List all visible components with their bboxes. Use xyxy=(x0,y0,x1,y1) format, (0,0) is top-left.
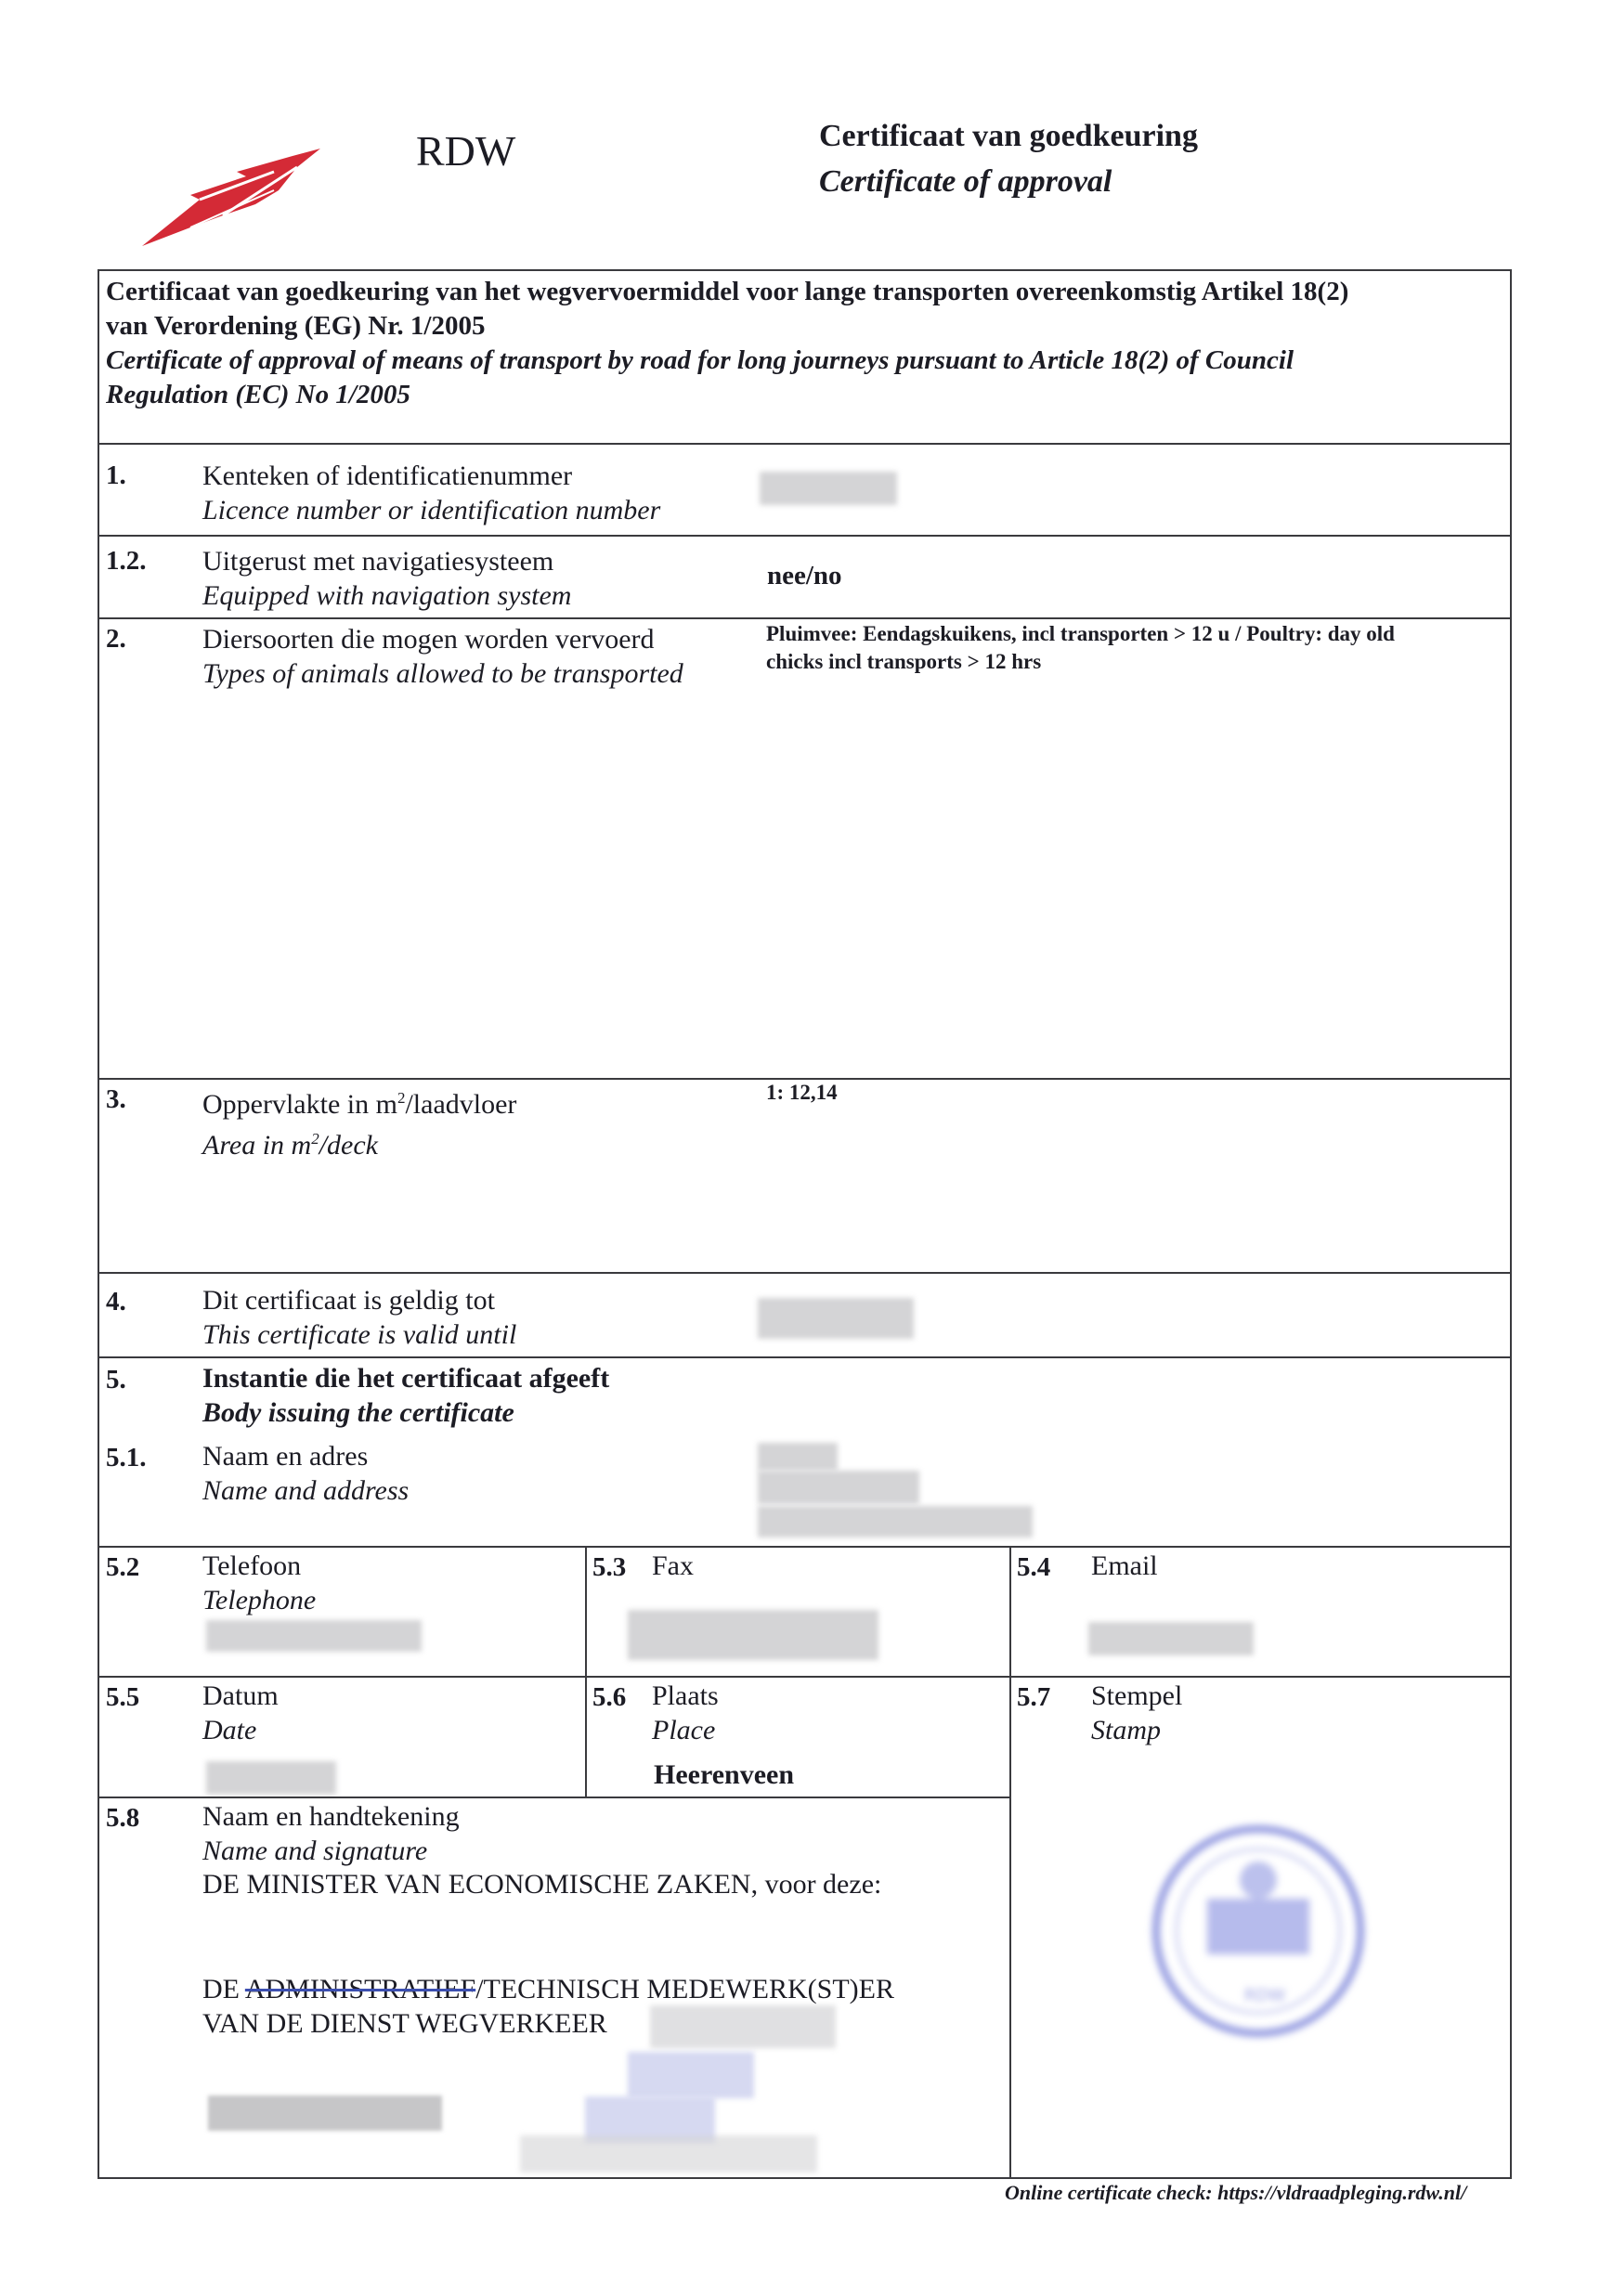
svg-text:RDW: RDW xyxy=(1244,1986,1286,2005)
service-line: VAN DE DIENST WEGVERKEER xyxy=(202,2008,607,2039)
row-1-label-nl: Kenteken of identificatienummer xyxy=(202,460,573,491)
row-53-label-nl: Fax xyxy=(652,1550,694,1581)
redacted-name xyxy=(208,2095,442,2131)
struck-text: ADMINISTRATIEF xyxy=(244,1974,476,2004)
redacted-fax xyxy=(628,1610,878,1660)
animal-types-value-line1: Pluimvee: Eendagskuikens, incl transporten > 12 u / Poultry: day old xyxy=(766,622,1395,645)
minister-line: DE MINISTER VAN ECONOMISCHE ZAKEN, voor deze: xyxy=(202,1869,882,1900)
row-2-label-nl: Diersoorten die mogen worden vervoerd xyxy=(202,624,655,655)
row-52-label-nl: Telefoon xyxy=(202,1550,302,1581)
row-58-label-en: Name and signature xyxy=(202,1836,428,1866)
certificate-title-en: Certificate of approval xyxy=(819,164,1112,199)
row-51-number: 5.1. xyxy=(106,1443,147,1472)
row-12-label xyxy=(202,544,571,613)
row-5-label-nl: Instantie die het certificaat afgeeft xyxy=(202,1363,610,1394)
row-3-label-nl: Oppervlakte in $m^2$/laadvloer xyxy=(202,1089,517,1120)
row-55-label-en: Date xyxy=(202,1715,257,1745)
row-57-label-nl: Stempel xyxy=(1091,1680,1183,1711)
row-12-number: 1.2. xyxy=(106,546,147,576)
row-58-label xyxy=(202,1799,460,1868)
redacted-signature-4 xyxy=(520,2135,817,2173)
redacted-email xyxy=(1088,1622,1254,1655)
redacted-telephone xyxy=(206,1620,422,1652)
row-58-number: 5.8 xyxy=(106,1803,140,1833)
row-4-label xyxy=(202,1283,516,1352)
row-1-number: 1. xyxy=(106,460,126,490)
row-3-label xyxy=(202,1081,516,1162)
row-3-label-en: Area in $m^2$/deck xyxy=(202,1130,378,1161)
row-56-number: 5.6 xyxy=(592,1682,627,1712)
animal-types-value-line2: chicks incl transports > 12 hrs xyxy=(766,650,1042,673)
row-54-label-nl: Email xyxy=(1091,1550,1158,1581)
row-2-label xyxy=(202,622,683,691)
row-4-label-nl: Dit certificaat is geldig tot xyxy=(202,1285,495,1316)
area-value: 1: 12,14 xyxy=(766,1081,838,1104)
navigation-system-value: nee/no xyxy=(767,561,842,590)
row-57-label xyxy=(1091,1679,1182,1747)
signatory-line: DE ADMINISTRATIEF/TECHNISCH MEDEWERK(ST)ER xyxy=(202,1974,894,2004)
place-value: Heerenveen xyxy=(654,1759,795,1790)
title-en-line2: Regulation (EC) No 1/2005 xyxy=(106,380,410,409)
row-5-number: 5. xyxy=(106,1365,126,1394)
row-51-label xyxy=(202,1439,409,1508)
online-check-text: Online certificate check: https://vldraadpleging.rdw.nl/ xyxy=(1005,2181,1467,2204)
redacted-signature-2 xyxy=(628,2052,754,2098)
row-12-label-en: Equipped with navigation system xyxy=(202,580,572,611)
row-52-label xyxy=(202,1549,316,1617)
redacted-name-address-2 xyxy=(758,1471,919,1504)
row-52-label-en: Telephone xyxy=(202,1585,317,1615)
row-2-number: 2. xyxy=(106,624,126,654)
row-56-label xyxy=(652,1679,719,1747)
rdw-logo xyxy=(135,139,334,251)
row-5-label-en: Body issuing the certificate xyxy=(202,1397,514,1428)
title-nl-line2: van Verordening (EG) Nr. 1/2005 xyxy=(106,311,486,341)
row-57-number: 5.7 xyxy=(1017,1682,1051,1712)
redacted-licence-number xyxy=(760,472,897,505)
row-3-number: 3. xyxy=(106,1084,126,1114)
certificate-title-nl: Certificaat van goedkeuring xyxy=(819,119,1198,153)
row-57-label-en: Stamp xyxy=(1091,1715,1161,1745)
row-4-label-en: This certificate is valid until xyxy=(202,1319,517,1350)
redacted-name-address-3 xyxy=(758,1506,1033,1537)
row-53-number: 5.3 xyxy=(592,1552,627,1582)
org-name: RDW xyxy=(416,127,516,175)
row-1-label-en: Licence number or identification number xyxy=(202,495,661,525)
row-56-label-nl: Plaats xyxy=(652,1680,719,1711)
row-52-number: 5.2 xyxy=(106,1552,140,1582)
redacted-date xyxy=(206,1761,336,1795)
row-12-label-nl: Uitgerust met navigatiesysteem xyxy=(202,546,554,577)
row-54-number: 5.4 xyxy=(1017,1552,1051,1582)
row-5-label xyxy=(202,1361,609,1430)
row-55-label-nl: Datum xyxy=(202,1680,279,1711)
row-2-label-en: Types of animals allowed to be transported xyxy=(202,658,683,689)
row-51-label-nl: Naam en adres xyxy=(202,1441,369,1472)
redacted-name-address-1 xyxy=(758,1443,838,1471)
title-en-line1: Certificate of approval of means of transport by road for long journeys pursuant to Article 18(2) of Council xyxy=(106,345,1294,375)
row-58-label-nl: Naam en handtekening xyxy=(202,1801,460,1832)
redacted-valid-until xyxy=(758,1298,914,1339)
row-55-number: 5.5 xyxy=(106,1682,140,1712)
row-51-label-en: Name and address xyxy=(202,1475,410,1506)
row-55-label xyxy=(202,1679,279,1747)
title-nl-line1: Certificaat van goedkeuring van het wegvervoermiddel voor lange transporten overeenkomstig Artikel 18(2) xyxy=(106,277,1349,306)
rdw-stamp xyxy=(1142,1815,1374,2047)
row-56-label-en: Place xyxy=(652,1715,716,1745)
redacted-signature-1 xyxy=(650,2005,836,2048)
row-4-number: 4. xyxy=(106,1287,126,1317)
row-1-label xyxy=(202,459,660,527)
